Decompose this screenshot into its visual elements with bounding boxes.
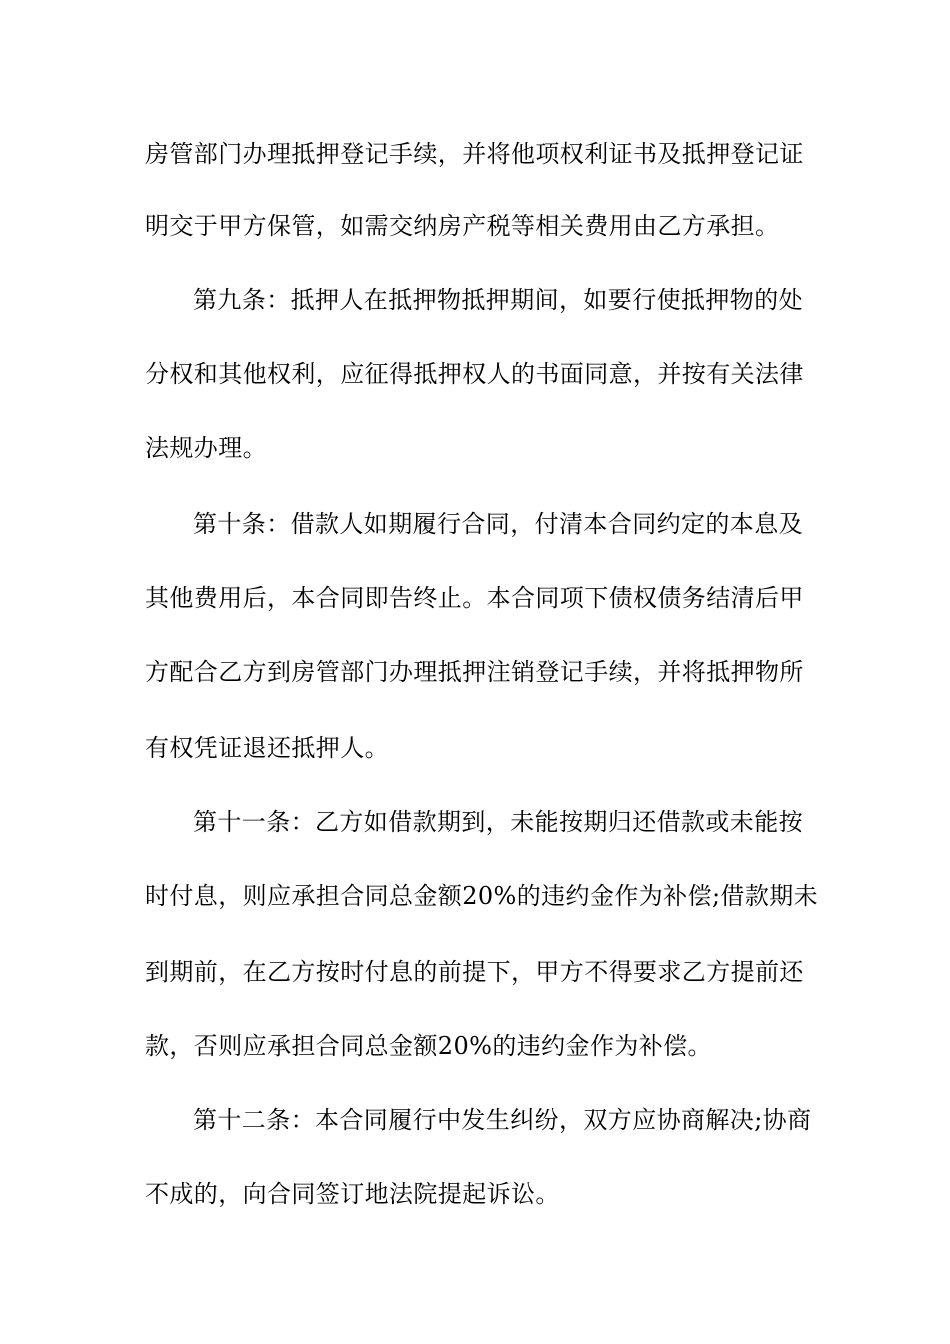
text-line: 明交于甲方保管，如需交纳房产税等相关费用由乙方承担。 [145, 212, 780, 240]
text-line: 方配合乙方到房管部门办理抵押注销登记手续，并将抵押物所 [145, 658, 804, 686]
text-line: 房管部门办理抵押登记手续，并将他项权利证书及抵押登记证 [145, 140, 804, 168]
article-10-heading-line: 第十条：借款人如期履行合同，付清本合同约定的本息及 [193, 510, 803, 538]
text-line: 时付息，则应承担合同总金额20%的违约金作为补偿;借款期未 [145, 882, 819, 910]
text-line: 法规办理。 [145, 434, 267, 462]
text-line: 到期前，在乙方按时付息的前提下，甲方不得要求乙方提前还 [145, 958, 804, 986]
text-line: 不成的，向合同签订地法院提起诉讼。 [145, 1180, 560, 1208]
article-12-heading-line: 第十二条：本合同履行中发生纠纷，双方应协商解决;协商 [193, 1106, 812, 1134]
article-11-heading-line: 第十一条：乙方如借款期到，未能按期归还借款或未能按 [193, 808, 803, 836]
article-9-heading-line: 第九条：抵押人在抵押物抵押期间，如要行使抵押物的处 [193, 286, 803, 314]
text-line: 有权凭证退还抵押人。 [145, 734, 389, 762]
text-line: 其他费用后，本合同即告终止。本合同项下债权债务结清后甲 [145, 584, 804, 612]
text-line: 分权和其他权利，应征得抵押权人的书面同意，并按有关法律 [145, 360, 804, 388]
text-line: 款，否则应承担合同总金额20%的违约金作为补偿。 [145, 1032, 712, 1060]
